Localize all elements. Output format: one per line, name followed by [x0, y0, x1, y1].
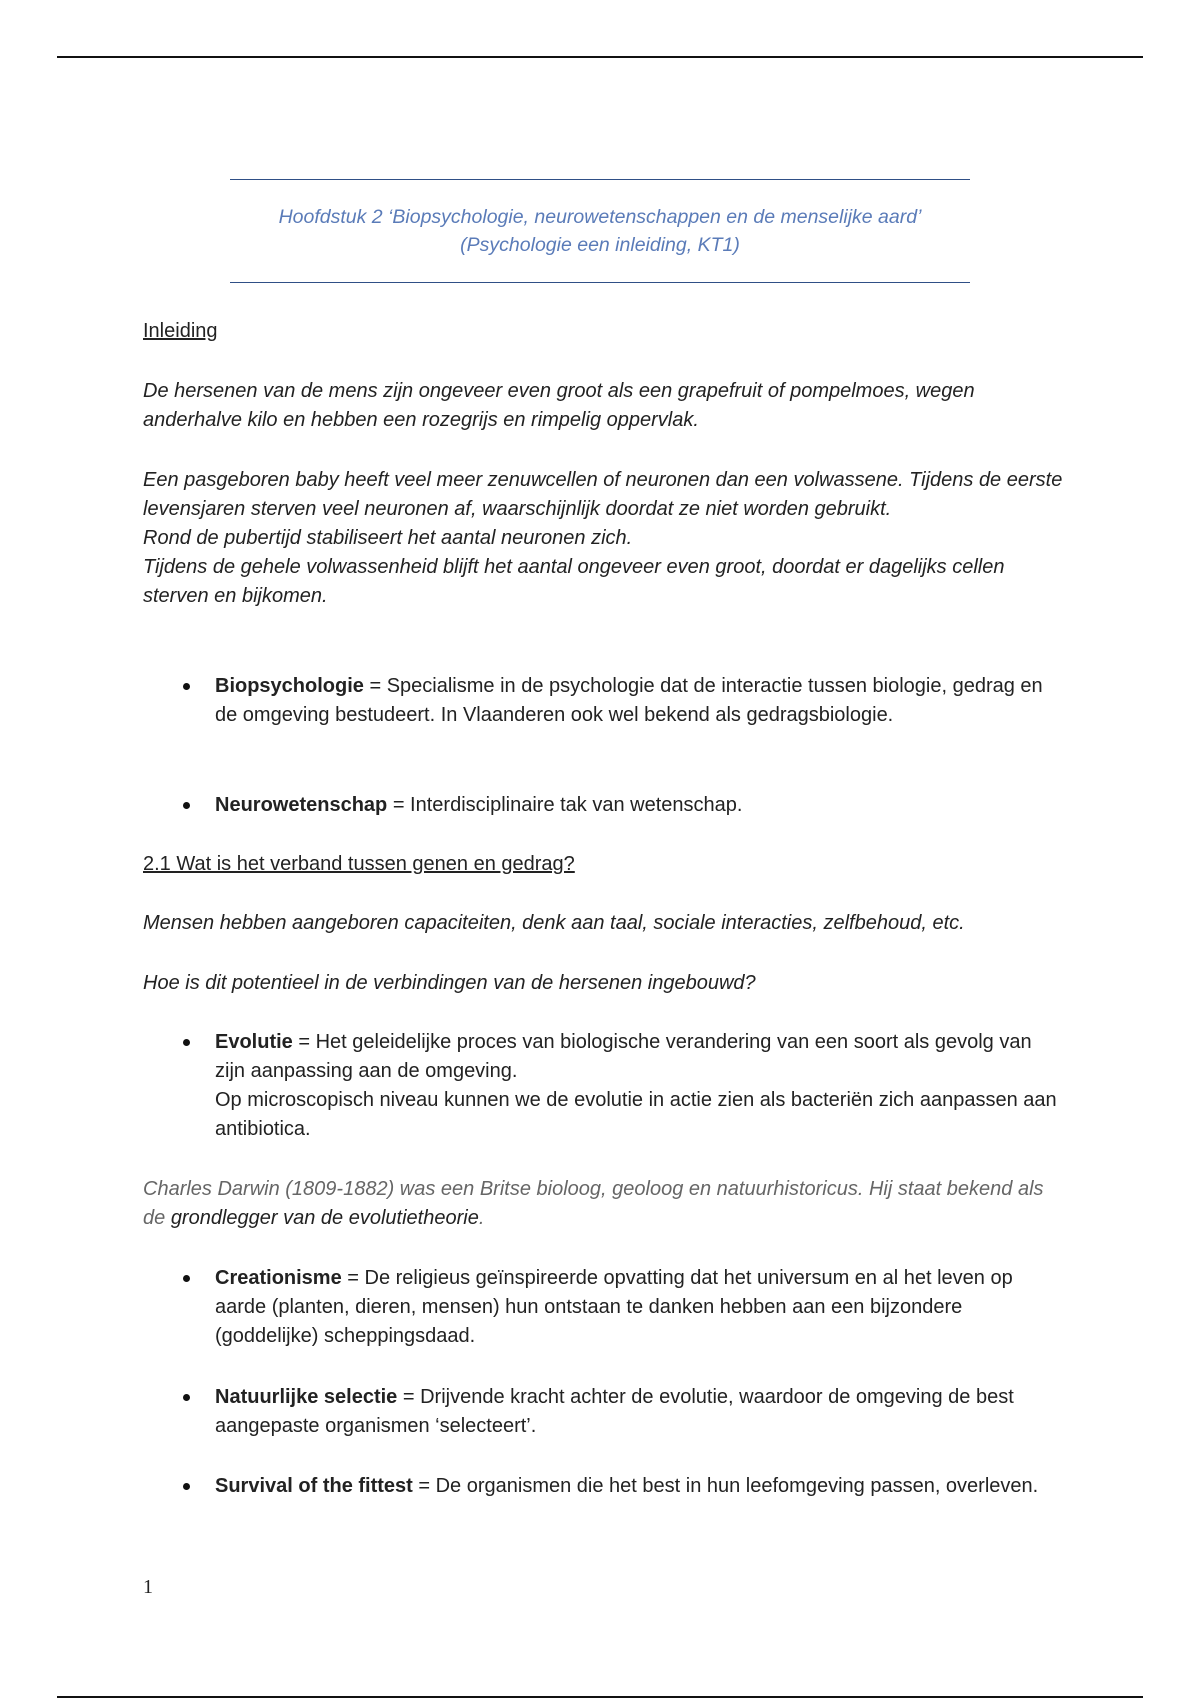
bullet-biopsychologie — [215, 672, 1065, 730]
bullet-natuurlijke-selectie — [215, 1383, 1065, 1441]
paragraph-neurons-c: Tijdens de gehele volwassenheid blijft het aantal ongeveer even groot, doordat er dagelijks cellen sterven en bijkomen. — [143, 556, 1005, 607]
bullet-dot — [183, 1394, 190, 1401]
bullet-definition: = Drijvende kracht achter de evolutie, waardoor de omgeving de best aangepaste organismen ‘selecteert’. — [215, 1386, 1014, 1437]
bullet-definition: = Specialisme in de psychologie dat de interactie tussen biologie, gedrag en de omgeving bestudeert. In Vlaanderen ook wel bekend als gedragsbiologie. — [215, 675, 1043, 726]
bullet-definition: = Het geleidelijke proces van biologische verandering van een soort als gevolg van zijn aanpassing aan de omgeving. — [215, 1031, 1032, 1082]
bullet-term: Natuurlijke selectie — [215, 1386, 398, 1408]
darwin-emphasis: grondlegger van de evolutietheorie — [170, 1207, 479, 1229]
bullet-survival-of-the-fittest — [215, 1472, 1065, 1501]
bullet-neurowetenschap — [215, 791, 1065, 820]
paragraph-brain-size: De hersenen van de mens zijn ongeveer even groot als een grapefruit of pompelmoes, wegen anderhalve kilo en hebben een rozegrijs en rimpelig oppervlak. — [143, 380, 975, 431]
darwin-paragraph — [143, 1175, 1063, 1233]
page-number: 1 — [143, 1576, 153, 1598]
paragraph-question: Hoe is dit potentieel in de verbindingen van de hersenen ingebouwd? — [143, 972, 756, 994]
chapter-title-line2: (Psychologie een inleiding, KT1) — [460, 234, 740, 256]
bullet-dot — [183, 683, 190, 690]
bullet-dot — [183, 802, 190, 809]
bullet-evolutie — [215, 1028, 1065, 1144]
bullet-definition: = De organismen die het best in hun leefomgeving passen, overleven. — [412, 1475, 1039, 1497]
bullet-term: Neurowetenschap — [215, 794, 388, 816]
bullet-definition: = De religieus geïnspireerde opvatting dat het universum en al het leven op aarde (planten, dieren, mensen) hun ontstaan te danken hebben aan een bijzondere (goddelijke) scheppingsdaad. — [215, 1267, 1013, 1347]
bullet-extra: Op microscopisch niveau kunnen we de evolutie in actie zien als bacteriën zich aanpassen aan antibiotica. — [215, 1089, 1057, 1140]
chapter-title-line1: Hoofdstuk 2 ‘Biopsychologie, neurowetenschappen en de menselijke aard’ — [278, 206, 922, 228]
page-top-rule — [57, 56, 1143, 58]
section-heading-inleiding: Inleiding — [143, 320, 218, 342]
bullet-term: Creationisme — [215, 1267, 342, 1289]
paragraph-neurons-a: Een pasgeboren baby heeft veel meer zenuwcellen of neuronen dan een volwassene. Tijdens de eerste levensjaren sterven veel neuronen af, waarschijnlijk doordat ze niet worden gebruikt. — [143, 469, 1063, 520]
page-bottom-rule — [57, 1696, 1143, 1698]
darwin-end: . — [478, 1207, 485, 1229]
bullet-dot — [183, 1275, 190, 1282]
bullet-term: Evolutie — [215, 1031, 293, 1053]
section-heading-2-1: 2.1 Wat is het verband tussen genen en gedrag? — [143, 853, 575, 875]
bullet-dot — [183, 1039, 190, 1046]
darwin-text: Charles Darwin (1809-1882) was een Britse bioloog, geoloog en natuurhistoricus. Hij staat bekend als de — [143, 1178, 1044, 1229]
bullet-creationisme — [215, 1264, 1065, 1351]
chapter-title-box — [230, 179, 970, 283]
bullet-term: Biopsychologie — [215, 675, 364, 697]
paragraph-capacities: Mensen hebben aangeboren capaciteiten, denk aan taal, sociale interacties, zelfbehoud, etc. — [143, 912, 965, 934]
paragraph-neurons-b: Rond de pubertijd stabiliseert het aantal neuronen zich. — [143, 527, 633, 549]
bullet-dot — [183, 1483, 190, 1490]
bullet-term: Survival of the fittest — [215, 1475, 413, 1497]
paragraph-neurons — [143, 466, 1063, 611]
bullet-definition: = Interdisciplinaire tak van wetenschap. — [387, 794, 743, 816]
